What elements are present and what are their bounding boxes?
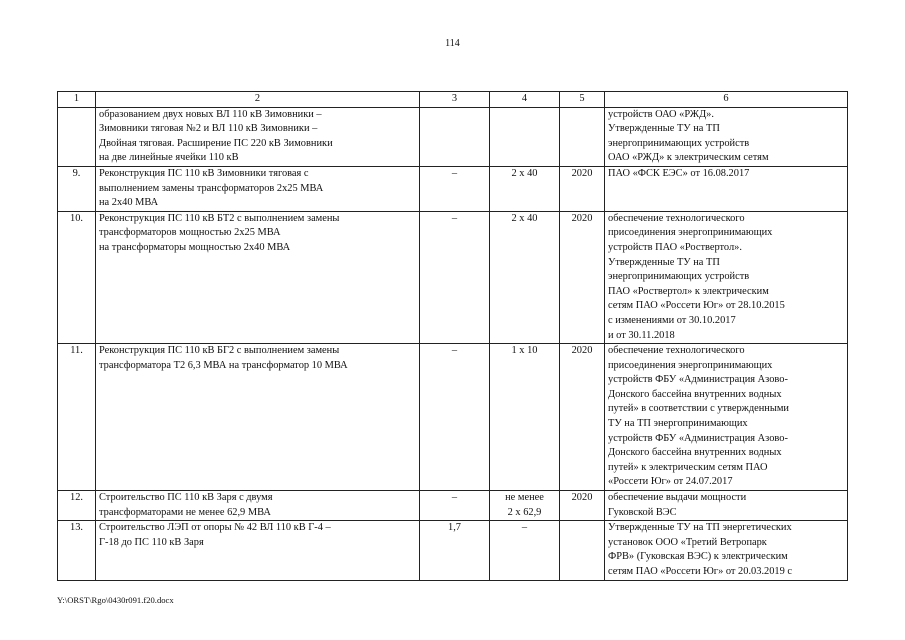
header-cell-4: 4 bbox=[490, 92, 560, 108]
row-note: ПАО «ФСК ЕЭС» от 16.08.2017 bbox=[605, 166, 848, 211]
row-description: Реконструкция ПС 110 кВ БГ2 с выполнением замены трансформатора Т2 6,3 МВА на трансформатор 10 МВА bbox=[96, 344, 420, 491]
table-row bbox=[58, 211, 848, 343]
row-note: устройств ОАО «РЖД». Утвержденные ТУ на ТП энергопринимающих устройств ОАО «РЖД» к электрическим сетям bbox=[605, 107, 848, 166]
row-description: Реконструкция ПС 110 кВ Зимовники тяговая с выполнением замены трансформаторов 2х25 МВА на 2х40 МВА bbox=[96, 166, 420, 211]
row-length-km: – bbox=[420, 344, 490, 491]
table-row bbox=[58, 491, 848, 521]
header-cell-5: 5 bbox=[560, 92, 605, 108]
table-row bbox=[58, 521, 848, 580]
row-capacity-mva bbox=[490, 107, 560, 166]
row-number: 11. bbox=[58, 344, 96, 491]
header-cell-2: 2 bbox=[96, 92, 420, 108]
row-length-km: – bbox=[420, 166, 490, 211]
header-row bbox=[58, 92, 848, 108]
row-year: 2020 bbox=[560, 491, 605, 521]
row-length-km: – bbox=[420, 491, 490, 521]
page-number: 114 bbox=[445, 38, 460, 49]
measures-table bbox=[57, 91, 848, 581]
document-path-footer: Y:\ORST\Rgo\0430r091.f20.docx bbox=[57, 595, 174, 605]
row-description: Реконструкция ПС 110 кВ БТ2 с выполнением замены трансформаторов мощностью 2х25 МВА на трансформаторы мощностью 2х40 МВА bbox=[96, 211, 420, 343]
row-number: 10. bbox=[58, 211, 96, 343]
row-note: Утвержденные ТУ на ТП энергетических установок ООО «Третий Ветропарк ФРВ» (Гуковская ВЭС) к электрическим сетям ПАО «Россети Юг» от 20.03.2019 с bbox=[605, 521, 848, 580]
row-length-km bbox=[420, 107, 490, 166]
table-row bbox=[58, 344, 848, 491]
row-year: 2020 bbox=[560, 166, 605, 211]
row-note: обеспечение технологического присоединения энергопринимающих устройств ПАО «Роствертол». Утвержденные ТУ на ТП энергопринимающих устройств ПАО «Роствертол» к электрическим сетям ПАО «Россети Юг» от 28.10.2015 с изменениями от 30.10.2017 и от 30.11.2018 bbox=[605, 211, 848, 343]
row-capacity-mva: 2 х 40 bbox=[490, 166, 560, 211]
row-year bbox=[560, 107, 605, 166]
row-number: 12. bbox=[58, 491, 96, 521]
table-row bbox=[58, 107, 848, 166]
row-note: обеспечение технологического присоединения энергопринимающих устройств ФБУ «Администрация Азово- Донского бассейна внутренних водных путей» в соответствии с утвержденными ТУ на ТП энергопринимающих устройств ФБУ «Администрация Азово- Донского бассейна внутренних водных путей» к электрическим сетям ПАО «Россети Юг» от 24.07.2017 bbox=[605, 344, 848, 491]
header-cell-3: 3 bbox=[420, 92, 490, 108]
row-length-km: – bbox=[420, 211, 490, 343]
row-year: 2020 bbox=[560, 344, 605, 491]
row-description: Строительство ПС 110 кВ Заря с двумя трансформаторами не менее 62,9 МВА bbox=[96, 491, 420, 521]
row-description: образованием двух новых ВЛ 110 кВ Зимовники – Зимовники тяговая №2 и ВЛ 110 кВ Зимовники – Двойная тяговая. Расширение ПС 220 кВ Зимовники на две линейные ячейки 110 кВ bbox=[96, 107, 420, 166]
row-length-km: 1,7 bbox=[420, 521, 490, 580]
row-number: 13. bbox=[58, 521, 96, 580]
header-cell-6: 6 bbox=[605, 92, 848, 108]
row-note: обеспечение выдачи мощности Гуковской ВЭС bbox=[605, 491, 848, 521]
row-capacity-mva: не менее 2 х 62,9 bbox=[490, 491, 560, 521]
row-capacity-mva: 2 х 40 bbox=[490, 211, 560, 343]
header-cell-1: 1 bbox=[58, 92, 96, 108]
row-number: 9. bbox=[58, 166, 96, 211]
row-number bbox=[58, 107, 96, 166]
row-year: 2020 bbox=[560, 211, 605, 343]
row-capacity-mva: 1 х 10 bbox=[490, 344, 560, 491]
row-capacity-mva: – bbox=[490, 521, 560, 580]
table-row bbox=[58, 166, 848, 211]
row-year bbox=[560, 521, 605, 580]
row-description: Строительство ЛЭП от опоры № 42 ВЛ 110 кВ Г-4 – Г-18 до ПС 110 кВ Заря bbox=[96, 521, 420, 580]
